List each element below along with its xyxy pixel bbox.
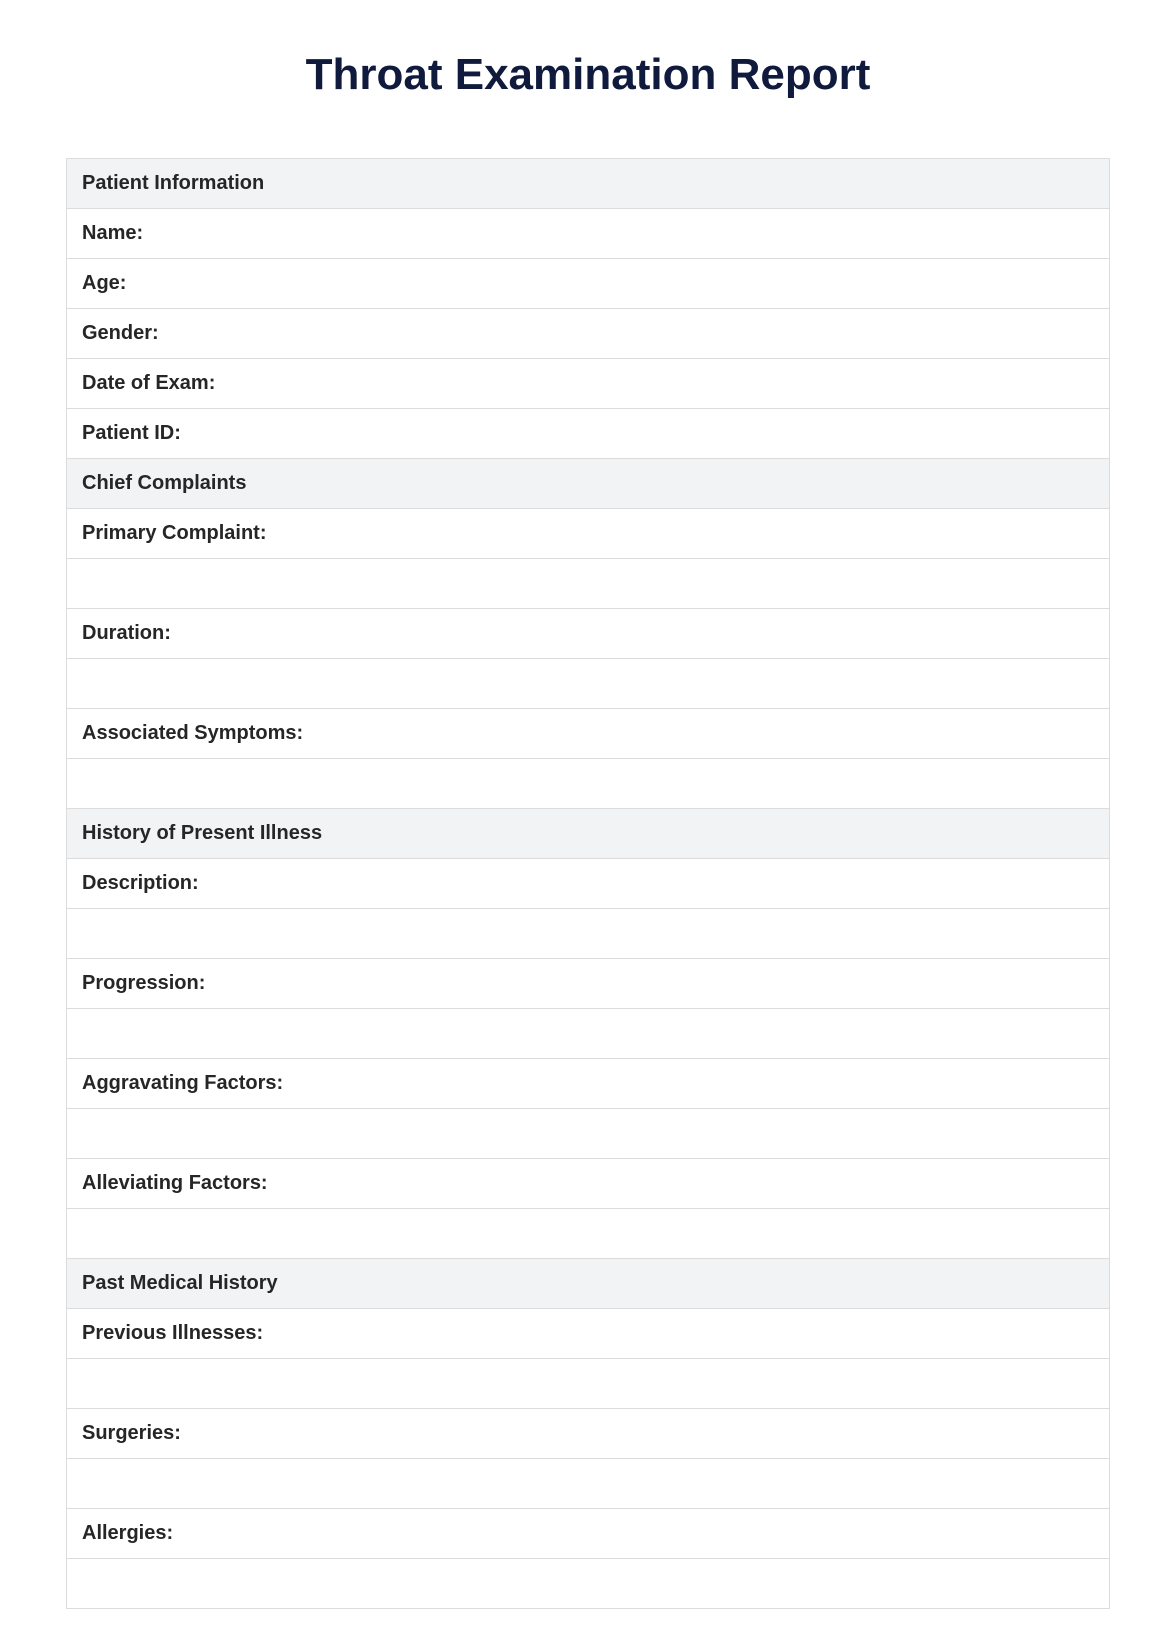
field-label-row: Duration: [67,609,1109,659]
field-input-row[interactable] [67,759,1109,809]
field-input-row[interactable] [67,659,1109,709]
field-input-row[interactable] [67,1209,1109,1259]
field-label-row: Surgeries: [67,1409,1109,1459]
field-label-row: Description: [67,859,1109,909]
field-label-row: Patient ID: [67,409,1109,459]
field-input-row[interactable] [67,1559,1109,1609]
field-label-row: Alleviating Factors: [67,1159,1109,1209]
field-label-row: Date of Exam: [67,359,1109,409]
field-label-row: Previous Illnesses: [67,1309,1109,1359]
field-input-row[interactable] [67,559,1109,609]
field-label-row: Progression: [67,959,1109,1009]
field-label-row: Primary Complaint: [67,509,1109,559]
field-input-row[interactable] [67,909,1109,959]
field-input-row[interactable] [67,1459,1109,1509]
field-input-row[interactable] [67,1109,1109,1159]
section-header: Chief Complaints [67,459,1109,509]
field-input-row[interactable] [67,1009,1109,1059]
field-label-row: Gender: [67,309,1109,359]
section-header: History of Present Illness [67,809,1109,859]
page-title: Throat Examination Report [305,50,871,99]
field-label-row: Aggravating Factors: [67,1059,1109,1109]
field-input-row[interactable] [67,1359,1109,1409]
report-table [66,158,1110,1609]
field-label-row: Associated Symptoms: [67,709,1109,759]
section-header: Patient Information [67,159,1109,209]
field-label-row: Allergies: [67,1509,1109,1559]
field-label-row: Name: [67,209,1109,259]
field-label-row: Age: [67,259,1109,309]
section-header: Past Medical History [67,1259,1109,1309]
